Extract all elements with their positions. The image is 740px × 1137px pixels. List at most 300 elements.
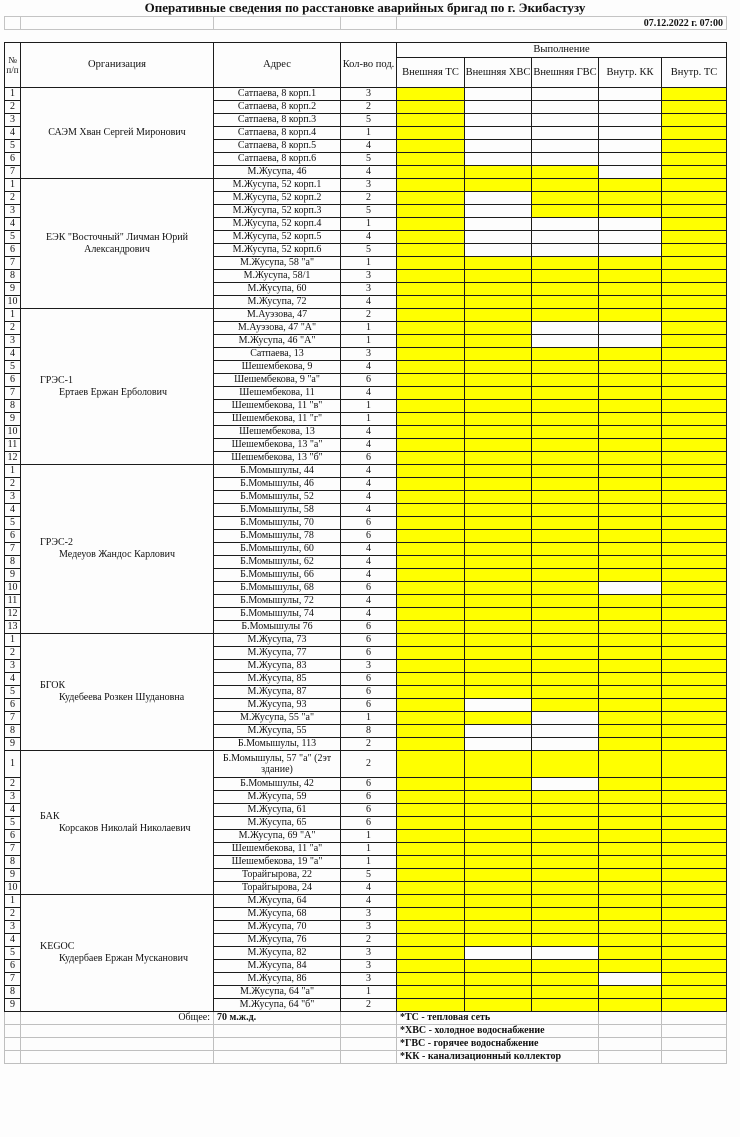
status-cell-done	[397, 283, 465, 296]
status-cell-done	[662, 843, 727, 856]
status-cell-done	[532, 166, 599, 179]
address-cell: М.Жусупа, 64 "б"	[214, 999, 341, 1012]
status-cell-empty	[465, 114, 532, 127]
address-cell: М.Жусупа, 64 "а"	[214, 986, 341, 999]
status-cell-done	[465, 999, 532, 1012]
status-cell-done	[397, 374, 465, 387]
address-cell: Сатпаева, 8 корп.5	[214, 140, 341, 153]
status-cell-done	[599, 387, 662, 400]
entrance-count-cell: 6	[341, 374, 397, 387]
status-cell-done	[465, 621, 532, 634]
status-cell-done	[465, 361, 532, 374]
status-cell-done	[397, 218, 465, 231]
row-number-cell: 7	[5, 843, 21, 856]
organization-name-line: KEGOC	[40, 941, 75, 952]
status-cell-empty	[532, 88, 599, 101]
status-cell-done	[465, 530, 532, 543]
status-cell-done	[662, 569, 727, 582]
entrance-count-cell: 1	[341, 322, 397, 335]
entrance-count-cell: 1	[341, 843, 397, 856]
entrance-count-cell: 4	[341, 569, 397, 582]
status-cell-done	[662, 218, 727, 231]
status-cell-done	[397, 322, 465, 335]
status-cell-done	[532, 387, 599, 400]
table-row	[5, 179, 727, 192]
status-cell-done	[599, 725, 662, 738]
status-cell-done	[599, 192, 662, 205]
row-number-cell: 6	[5, 960, 21, 973]
status-cell-done	[662, 205, 727, 218]
status-cell-done	[532, 569, 599, 582]
status-cell-done	[532, 504, 599, 517]
status-cell-done	[397, 621, 465, 634]
row-number-cell: 2	[5, 778, 21, 791]
column-header-number	[5, 43, 21, 88]
row-number-cell: 5	[5, 140, 21, 153]
row-number-cell: 3	[5, 921, 21, 934]
address-cell: Шешембекова, 19 "а"	[214, 856, 341, 869]
row-number-cell: 9	[5, 283, 21, 296]
status-cell-done	[465, 322, 532, 335]
status-cell-done	[397, 426, 465, 439]
status-cell-empty	[465, 127, 532, 140]
status-cell-done	[599, 960, 662, 973]
legend-item-hvs: *ХВС - холодное водоснабжение	[397, 1025, 599, 1038]
legend-item-ts: *ТС - тепловая сеть	[397, 1012, 599, 1025]
entrance-count-cell: 6	[341, 647, 397, 660]
empty-cell	[21, 1038, 214, 1051]
status-cell-done	[662, 153, 727, 166]
status-cell-done	[662, 322, 727, 335]
status-cell-done	[465, 869, 532, 882]
column-header-external-hvs: Внешняя ХВС	[465, 58, 532, 88]
status-cell-done	[465, 166, 532, 179]
row-number-cell: 5	[5, 817, 21, 830]
organization-name-line: БАК	[40, 810, 60, 822]
status-cell-done	[465, 478, 532, 491]
status-cell-done	[532, 647, 599, 660]
status-cell-done	[662, 712, 727, 725]
entrance-count-cell: 4	[341, 608, 397, 621]
status-cell-done	[397, 361, 465, 374]
status-cell-done	[397, 856, 465, 869]
address-cell: М.Жусупа, 84	[214, 960, 341, 973]
status-cell-done	[662, 921, 727, 934]
status-cell-done	[397, 999, 465, 1012]
entrance-count-cell: 2	[341, 192, 397, 205]
empty-cell	[599, 1051, 662, 1064]
status-cell-empty	[532, 335, 599, 348]
empty-cell	[21, 17, 214, 30]
organization-name-line: Кудербаев Ержан Мусканович	[59, 953, 188, 964]
status-cell-done	[662, 166, 727, 179]
spacer	[0, 30, 740, 42]
status-cell-done	[599, 283, 662, 296]
status-cell-done	[662, 986, 727, 999]
organization-name-line: БГОК	[40, 680, 66, 691]
status-cell-done	[465, 882, 532, 895]
row-number-cell: 4	[5, 127, 21, 140]
address-cell: Сатпаева, 8 корп.3	[214, 114, 341, 127]
entrance-count-cell: 2	[341, 101, 397, 114]
status-cell-empty	[465, 192, 532, 205]
status-cell-done	[662, 595, 727, 608]
status-cell-done	[662, 179, 727, 192]
status-cell-done	[465, 465, 532, 478]
status-cell-done	[599, 686, 662, 699]
row-number-cell: 11	[5, 439, 21, 452]
report-title: Оперативные сведения по расстановке аварийных бригад по г. Экибастузу	[144, 0, 586, 15]
status-cell-done	[599, 361, 662, 374]
row-number-cell: 3	[5, 335, 21, 348]
address-cell: Б.Момышулы, 58	[214, 504, 341, 517]
status-cell-done	[662, 283, 727, 296]
status-cell-done	[599, 439, 662, 452]
status-cell-done	[397, 244, 465, 257]
status-cell-done	[397, 543, 465, 556]
status-cell-done	[465, 608, 532, 621]
table-footer	[5, 1012, 727, 1064]
status-cell-done	[662, 725, 727, 738]
status-cell-done	[532, 595, 599, 608]
status-cell-done	[532, 908, 599, 921]
address-cell: М.Жусупа, 77	[214, 647, 341, 660]
status-cell-empty	[599, 153, 662, 166]
status-cell-done	[397, 673, 465, 686]
status-cell-done	[397, 205, 465, 218]
address-cell: М.Жусупа, 52 корп.5	[214, 231, 341, 244]
entrance-count-cell: 5	[341, 153, 397, 166]
empty-cell	[214, 1038, 341, 1051]
entrance-count-cell: 5	[341, 869, 397, 882]
status-cell-done	[397, 257, 465, 270]
row-number-cell: 7	[5, 543, 21, 556]
status-cell-done	[599, 778, 662, 791]
status-cell-done	[465, 504, 532, 517]
status-cell-done	[465, 895, 532, 908]
empty-cell	[5, 1038, 21, 1051]
row-number-cell: 6	[5, 244, 21, 257]
status-cell-done	[465, 374, 532, 387]
address-cell: М.Жусупа, 58/1	[214, 270, 341, 283]
status-cell-done	[397, 634, 465, 647]
status-cell-done	[397, 387, 465, 400]
status-cell-done	[397, 491, 465, 504]
status-cell-done	[662, 426, 727, 439]
row-number-cell: 12	[5, 452, 21, 465]
status-cell-empty	[465, 725, 532, 738]
column-header-number-top: №	[8, 55, 17, 65]
total-label: Общее:	[21, 1012, 214, 1025]
legend-row	[5, 1025, 727, 1038]
status-cell-done	[397, 725, 465, 738]
status-cell-done	[397, 114, 465, 127]
entrance-count-cell: 4	[341, 439, 397, 452]
status-cell-empty	[599, 335, 662, 348]
row-number-cell: 11	[5, 595, 21, 608]
status-cell-done	[662, 882, 727, 895]
address-cell: М.Жусупа, 55	[214, 725, 341, 738]
status-cell-done	[397, 882, 465, 895]
table-row	[5, 634, 727, 647]
column-header-internal-ts: Внутр. ТС	[662, 58, 727, 88]
status-cell-done	[662, 244, 727, 257]
row-number-cell: 10	[5, 582, 21, 595]
status-cell-done	[465, 830, 532, 843]
status-cell-done	[397, 686, 465, 699]
entrance-count-cell: 1	[341, 257, 397, 270]
row-number-cell: 8	[5, 270, 21, 283]
status-cell-empty	[532, 725, 599, 738]
total-row	[5, 1012, 727, 1025]
status-cell-done	[465, 283, 532, 296]
status-cell-done	[532, 673, 599, 686]
entrance-count-cell: 4	[341, 231, 397, 244]
column-header-external-ts: Внешняя ТС	[397, 58, 465, 88]
entrance-count-cell: 1	[341, 986, 397, 999]
status-cell-done	[662, 335, 727, 348]
status-cell-empty	[599, 582, 662, 595]
status-cell-done	[662, 634, 727, 647]
table-row	[5, 88, 727, 101]
row-number-cell: 4	[5, 348, 21, 361]
status-cell-done	[532, 934, 599, 947]
row-number-cell: 9	[5, 869, 21, 882]
status-cell-done	[532, 921, 599, 934]
status-cell-empty	[599, 973, 662, 986]
status-cell-done	[599, 374, 662, 387]
organization-name-line: ГРЭС-2	[40, 537, 73, 548]
status-cell-done	[599, 738, 662, 751]
status-cell-done	[532, 608, 599, 621]
address-cell: М.Жусупа, 59	[214, 791, 341, 804]
status-cell-done	[662, 452, 727, 465]
status-cell-empty	[465, 218, 532, 231]
row-number-cell: 10	[5, 426, 21, 439]
address-cell: Б.Момышулы 76	[214, 621, 341, 634]
organization-cell	[21, 309, 214, 465]
address-cell: Б.Момышулы, 113	[214, 738, 341, 751]
status-cell-done	[662, 751, 727, 778]
entrance-count-cell: 2	[341, 751, 397, 778]
address-cell: М.Жусупа, 55 "а"	[214, 712, 341, 725]
legend-item-gvs: *ГВС - горячее водоснабжение	[397, 1038, 599, 1051]
status-cell-done	[662, 908, 727, 921]
status-cell-done	[397, 947, 465, 960]
entrance-count-cell: 4	[341, 595, 397, 608]
address-cell: Сатпаева, 8 корп.2	[214, 101, 341, 114]
status-cell-done	[662, 465, 727, 478]
status-cell-done	[662, 361, 727, 374]
address-cell: Шешембекова, 13 "а"	[214, 439, 341, 452]
status-cell-done	[599, 491, 662, 504]
status-cell-done	[532, 804, 599, 817]
status-cell-done	[465, 791, 532, 804]
status-cell-done	[465, 543, 532, 556]
status-cell-done	[662, 686, 727, 699]
status-cell-done	[532, 999, 599, 1012]
status-cell-done	[532, 478, 599, 491]
address-cell: М.Ауэзова, 47	[214, 309, 341, 322]
empty-cell	[599, 1038, 662, 1051]
status-cell-done	[599, 934, 662, 947]
status-cell-empty	[599, 218, 662, 231]
status-cell-done	[465, 908, 532, 921]
empty-cell	[21, 1025, 214, 1038]
header-row-top	[5, 43, 727, 58]
status-cell-done	[662, 400, 727, 413]
entrance-count-cell: 5	[341, 205, 397, 218]
status-cell-empty	[465, 738, 532, 751]
empty-cell	[662, 1038, 727, 1051]
status-cell-done	[397, 452, 465, 465]
column-header-number-bottom: п/п	[6, 65, 19, 75]
status-cell-done	[465, 517, 532, 530]
status-cell-done	[465, 595, 532, 608]
entrance-count-cell: 4	[341, 426, 397, 439]
address-cell: М.Жусупа, 76	[214, 934, 341, 947]
status-cell-done	[599, 634, 662, 647]
status-cell-done	[599, 478, 662, 491]
status-cell-done	[397, 908, 465, 921]
status-cell-empty	[599, 322, 662, 335]
status-cell-done	[662, 231, 727, 244]
status-cell-done	[465, 257, 532, 270]
entrance-count-cell: 6	[341, 530, 397, 543]
entrance-count-cell: 1	[341, 856, 397, 869]
empty-cell	[341, 1012, 397, 1025]
status-cell-done	[532, 621, 599, 634]
status-cell-done	[662, 934, 727, 947]
row-number-cell: 5	[5, 686, 21, 699]
status-cell-done	[599, 882, 662, 895]
status-cell-done	[397, 817, 465, 830]
status-cell-done	[662, 738, 727, 751]
entrance-count-cell: 3	[341, 348, 397, 361]
status-cell-done	[397, 660, 465, 673]
status-cell-done	[532, 869, 599, 882]
status-cell-done	[397, 647, 465, 660]
status-cell-done	[397, 400, 465, 413]
status-cell-empty	[532, 712, 599, 725]
status-cell-done	[397, 595, 465, 608]
empty-cell	[214, 1025, 341, 1038]
row-number-cell: 3	[5, 205, 21, 218]
status-cell-done	[599, 895, 662, 908]
status-cell-empty	[532, 947, 599, 960]
status-cell-done	[662, 973, 727, 986]
status-cell-done	[599, 179, 662, 192]
organization-name-line: Ертаев Ержан Ерболович	[59, 386, 168, 398]
empty-cell	[21, 1051, 214, 1064]
row-number-cell: 7	[5, 257, 21, 270]
empty-cell	[5, 1025, 21, 1038]
status-cell-done	[662, 348, 727, 361]
address-cell: Шешембекова, 9	[214, 361, 341, 374]
status-cell-done	[465, 270, 532, 283]
status-cell-done	[662, 270, 727, 283]
status-cell-done	[599, 608, 662, 621]
row-number-cell: 5	[5, 947, 21, 960]
status-cell-empty	[532, 101, 599, 114]
address-cell: Шешембекова, 13	[214, 426, 341, 439]
status-cell-done	[532, 986, 599, 999]
status-cell-done	[532, 426, 599, 439]
address-cell: М.Жусупа, 61	[214, 804, 341, 817]
status-cell-done	[397, 101, 465, 114]
status-cell-done	[397, 140, 465, 153]
status-cell-done	[397, 778, 465, 791]
address-cell: М.Жусупа, 52 корп.1	[214, 179, 341, 192]
address-cell: М.Жусупа, 52 корп.4	[214, 218, 341, 231]
row-number-cell: 3	[5, 491, 21, 504]
address-cell: Б.Момышулы, 44	[214, 465, 341, 478]
status-cell-empty	[532, 114, 599, 127]
status-cell-done	[599, 400, 662, 413]
entrance-count-cell: 4	[341, 140, 397, 153]
status-cell-done	[599, 699, 662, 712]
row-number-cell: 9	[5, 999, 21, 1012]
status-cell-done	[662, 530, 727, 543]
entrance-count-cell: 1	[341, 712, 397, 725]
row-number-cell: 1	[5, 895, 21, 908]
entrance-count-cell: 6	[341, 778, 397, 791]
status-cell-done	[599, 595, 662, 608]
entrance-count-cell: 6	[341, 804, 397, 817]
status-cell-done	[397, 843, 465, 856]
address-cell: М.Жусупа, 93	[214, 699, 341, 712]
status-cell-empty	[599, 140, 662, 153]
status-cell-done	[397, 439, 465, 452]
address-cell: М.Жусупа, 87	[214, 686, 341, 699]
status-cell-done	[465, 309, 532, 322]
status-cell-done	[599, 309, 662, 322]
status-cell-empty	[532, 153, 599, 166]
status-cell-done	[397, 934, 465, 947]
status-cell-done	[532, 791, 599, 804]
status-cell-done	[532, 686, 599, 699]
entrance-count-cell: 4	[341, 543, 397, 556]
status-cell-done	[532, 348, 599, 361]
status-cell-done	[532, 374, 599, 387]
organization-cell: САЭМ Хван Сергей Миронович	[21, 88, 214, 179]
status-cell-done	[465, 751, 532, 778]
status-cell-done	[532, 751, 599, 778]
status-cell-empty	[465, 205, 532, 218]
address-cell: Шешембекова, 11	[214, 387, 341, 400]
main-table	[4, 42, 727, 1064]
entrance-count-cell: 6	[341, 621, 397, 634]
address-cell: М.Жусупа, 82	[214, 947, 341, 960]
address-cell: Б.Момышулы, 60	[214, 543, 341, 556]
row-number-cell: 6	[5, 374, 21, 387]
entrance-count-cell: 3	[341, 908, 397, 921]
address-cell: М.Ауэзова, 47 "А"	[214, 322, 341, 335]
row-number-cell: 9	[5, 413, 21, 426]
status-cell-done	[397, 751, 465, 778]
status-cell-done	[397, 270, 465, 283]
status-cell-empty	[532, 738, 599, 751]
entrance-count-cell: 4	[341, 361, 397, 374]
status-cell-empty	[532, 218, 599, 231]
address-cell: Б.Момышулы, 72	[214, 595, 341, 608]
status-cell-done	[397, 335, 465, 348]
row-number-cell: 6	[5, 699, 21, 712]
status-cell-done	[465, 973, 532, 986]
entrance-count-cell: 4	[341, 387, 397, 400]
status-cell-done	[465, 400, 532, 413]
status-cell-empty	[465, 88, 532, 101]
